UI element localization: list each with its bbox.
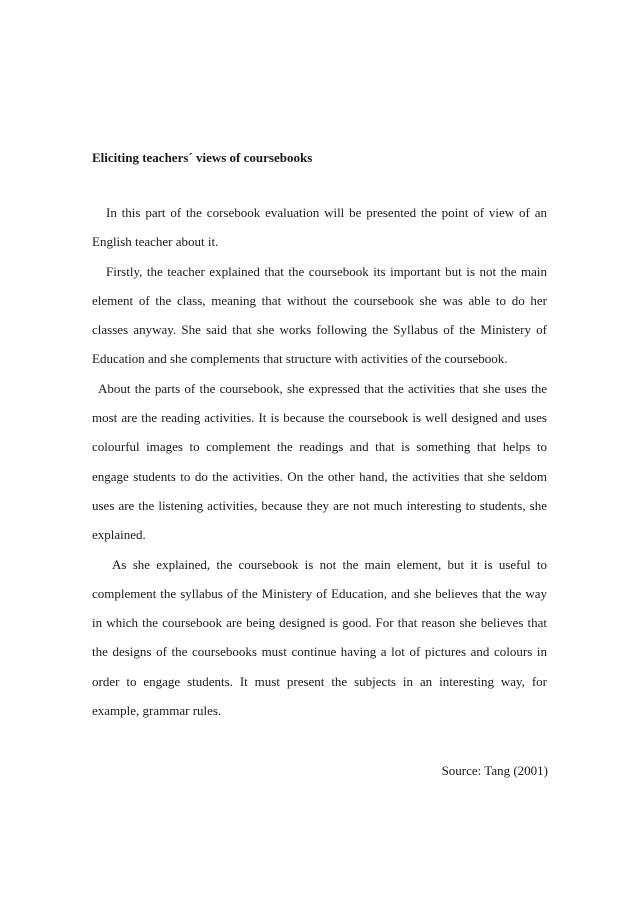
paragraph-4: As she explained, the coursebook is not the main element, but it is useful to complement the syllabus of the Ministery of Education, and she believes that the way in which the coursebook are being designed is good. For that reason she believes that the designs of the coursebooks must continue having a lot of pictures and colours in order to engage students. It must present the subjects in an interesting way, for example, grammar rules. [92, 556, 547, 719]
paragraph-2: Firstly, the teacher explained that the coursebook its important but is not the main element of the class, meaning that without the coursebook she was able to do her classes anyway. She said that she works following the Syllabus of the Ministery of Education and she complements that structure with activities of the coursebook. [92, 263, 547, 367]
paragraph-1: In this part of the corsebook evaluation will be presented the point of view of an English teacher about it. [92, 205, 547, 250]
paragraph-3: About the parts of the coursebook, she expressed that the activities that she uses the most are the reading activities. It is because the coursebook is well designed and uses colourful images to complement the readings and that is something that helps to engage students to do the activities. On the other hand, the activities that she seldom uses are the listening activities, because they are not much interesting to students, she explained. [92, 380, 547, 543]
body-text [92, 198, 547, 725]
source-citation: Source: Tang (2001) [441, 763, 548, 778]
section-heading: Eliciting teachers´ views of coursebooks [92, 150, 313, 165]
